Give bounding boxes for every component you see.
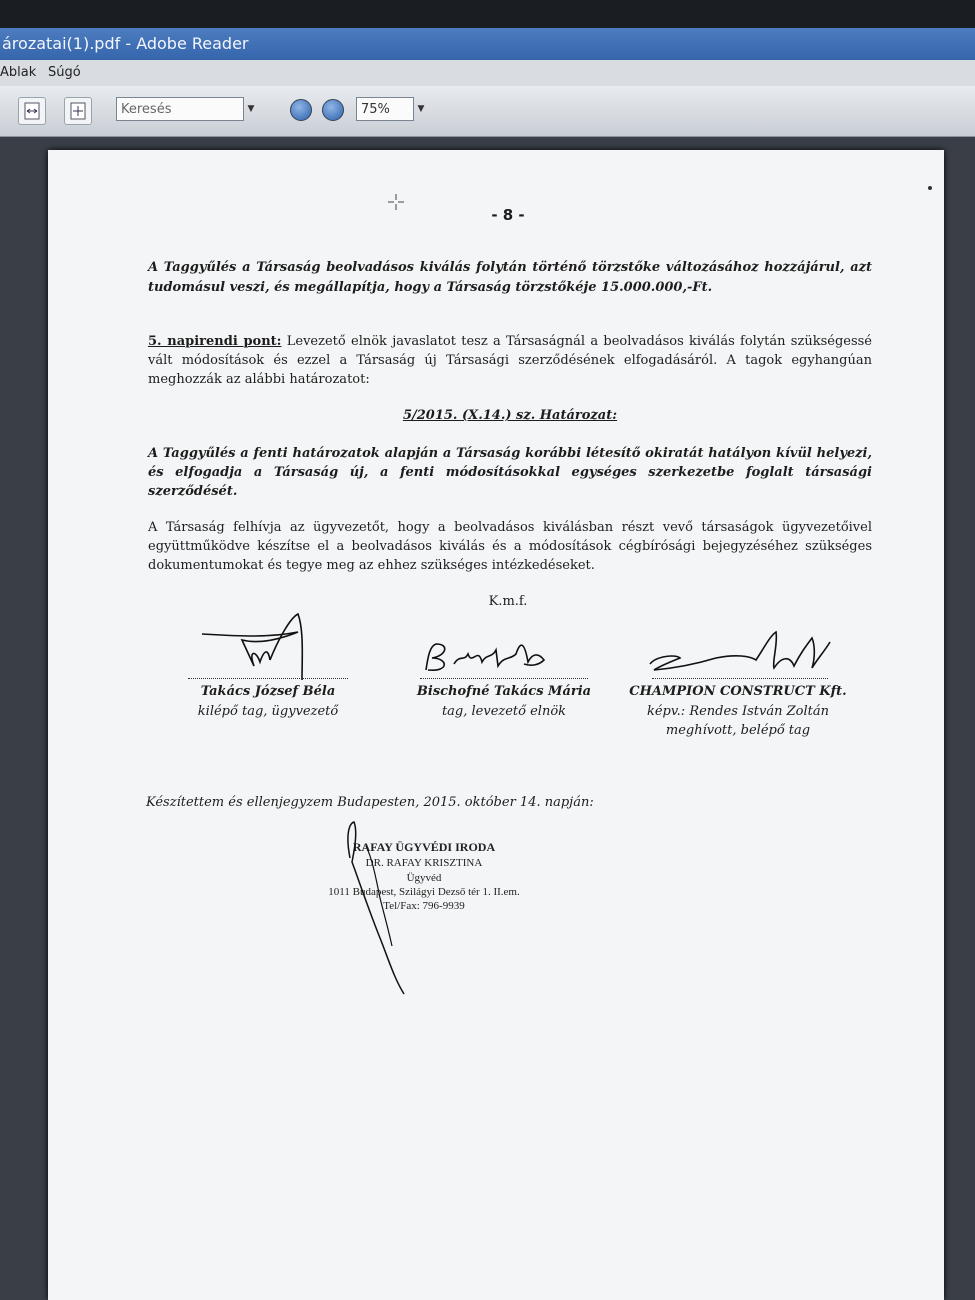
agenda-text: Levezető elnök javaslatot tesz a Társaságnál a beolvadásos kiválás folytán szükségessé vált módosítások és ezzel a Társaság új Társasági szerződésének elfogadásáról. A tagok egyhangúan meghozzák az alábbi határozatot:: [148, 334, 872, 387]
signatory-3-role2: meghívott, belépő tag: [665, 723, 811, 738]
signature-1-graphic: [198, 610, 328, 680]
next-page-button[interactable]: [322, 99, 344, 121]
window-title: ározatai(1).pdf - Adobe Reader: [2, 34, 249, 53]
previous-page-button[interactable]: [290, 99, 312, 121]
signature-2-graphic: [420, 636, 560, 676]
stamp-line-3: Ügyvéd: [406, 872, 442, 884]
resolution-text: A Taggyűlés a fenti határozatok alapján a Társaság korábbi létesítő okiratát hatályon kívül helyezi, és elfogadja a Társaság új, a fenti módosításokkal egységes szerkezetbe foglalt társasági szerződését.: [148, 446, 872, 499]
signatory-3-name: CHAMPION CONSTRUCT Kft.: [629, 684, 847, 699]
signatory-1-name: Takács József Béla: [200, 684, 336, 699]
stamp-line-1: RAFAY ÜGYVÉDI IRODA: [352, 840, 496, 854]
signature-line-3: [652, 678, 828, 679]
signature-3-graphic: [646, 628, 836, 678]
signatory-2-role: tag, levezető elnök: [441, 704, 567, 719]
window-titlebar: [0, 28, 975, 60]
menu-item-sugo[interactable]: Súgó: [48, 65, 81, 80]
kmf: K.m.f.: [488, 594, 528, 609]
page-number: - 8 -: [491, 206, 525, 224]
menu-bar: [0, 60, 975, 86]
signature-line-2: [420, 678, 588, 679]
paragraph-capital-change: A Taggyűlés a Társaság beolvadásos kiválás folytán történő törzstőke változásához hozzájárul, azt tudomásul veszi, és megállapítja, hogy a Társaság törzstőkéje 15.000.000,-Ft.: [148, 260, 872, 295]
crosshair-icon: [388, 194, 404, 210]
resolution-title: 5/2015. (X.14.) sz. Határozat:: [402, 408, 618, 423]
zoom-field[interactable]: 75%: [356, 97, 414, 121]
signatory-1-role: kilépő tag, ügyvezető: [197, 704, 339, 719]
stamp-line-2: DR. RAFAY KRISZTINA: [365, 857, 483, 869]
final-paragraph: A Társaság felhívja az ügyvezetőt, hogy a beolvadásos kiválásban részt vevő társaságok ügyvezetőivel együttműködve készítse el a beolvadásos kiválás és a módosítások cégbírósági bejegyzéséhez szükséges dokumentumokat és tegye meg az ehhez szükséges intézkedéseket.: [148, 520, 872, 573]
zoom-dropdown-icon[interactable]: ▼: [417, 104, 425, 114]
agenda-label: 5. napirendi pont:: [148, 334, 282, 349]
search-input[interactable]: Keresés: [116, 97, 244, 121]
agenda-paragraph: [148, 332, 872, 389]
closing-statement: Készítettem és ellenjegyzem Budapesten, 2015. október 14. napján:: [146, 795, 594, 810]
page-mark: [928, 186, 932, 190]
search-dropdown-icon[interactable]: ▼: [247, 104, 255, 114]
pdf-page: [48, 150, 944, 1300]
toolbar: [0, 86, 975, 137]
stamp-line-4: 1011 Budapest, Szilágyi Dezső tér 1. II.em.: [328, 886, 520, 898]
menu-item-ablak[interactable]: Ablak: [0, 65, 37, 80]
signatory-2-name: Bischofné Takács Mária: [416, 684, 592, 699]
stamp-line-5: Tel/Fax: 796-9939: [383, 900, 465, 912]
fit-page-icon[interactable]: [64, 97, 92, 125]
signatory-3-role: képv.: Rendes István Zoltán: [646, 704, 829, 719]
fit-width-icon[interactable]: [18, 97, 46, 125]
lawyer-signature-graphic: [328, 818, 438, 998]
signature-line-1: [188, 678, 348, 679]
